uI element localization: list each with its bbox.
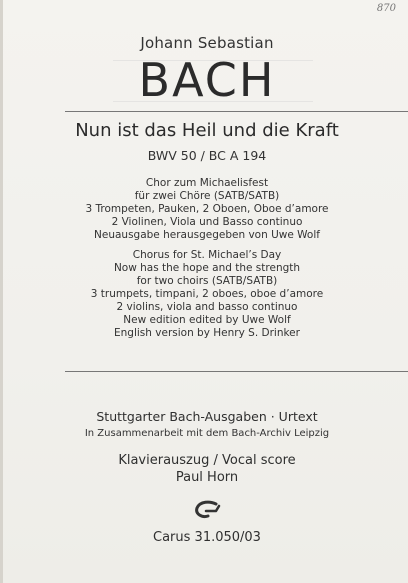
german-description (3, 177, 408, 242)
english-line: 3 trumpets, timpani, 2 oboes, oboe d’amore (90, 288, 324, 300)
german-line: für zwei Chöre (SATB/SATB) (134, 190, 280, 202)
english-line: Now has the hope and the strength (113, 262, 301, 274)
german-line: Neuausgabe herausgegeben von Uwe Wolf (94, 229, 320, 241)
german-line: 3 Trompeten, Pauken, 2 Oboen, Oboe d’amore (85, 203, 329, 215)
english-line: New edition edited by Uwe Wolf (123, 314, 291, 326)
handwritten-annotation: 870 (376, 3, 396, 14)
composer-first-names: Johann Sebastian (140, 34, 274, 52)
german-line: 2 Violinen, Viola und Basso continuo (111, 216, 303, 228)
english-description (3, 249, 408, 340)
score-type: Klavierauszug / Vocal score (118, 453, 296, 468)
english-line: for two choirs (SATB/SATB) (136, 275, 278, 287)
catalog-reference: BWV 50 / BC A 194 (147, 148, 267, 163)
carus-logo-icon (192, 500, 222, 520)
top-divider (65, 111, 408, 112)
bottom-divider (65, 371, 408, 372)
series-note: In Zusammenarbeit mit dem Bach-Archiv Leipzig (84, 428, 330, 439)
english-line: Chorus for St. Michael’s Day (132, 249, 282, 261)
work-title: Nun ist das Heil und die Kraft (75, 120, 339, 141)
english-line: English version by Henry S. Drinker (114, 327, 300, 339)
arranger-name: Paul Horn (175, 470, 239, 485)
composer-surname: BACH (138, 53, 276, 107)
series-title: Stuttgarter Bach-Ausgaben · Urtext (96, 409, 318, 424)
english-line: 2 violins, viola and basso continuo (116, 301, 298, 313)
german-line: Chor zum Michaelisfest (145, 177, 269, 189)
catalog-number: Carus 31.050/03 (153, 530, 261, 545)
